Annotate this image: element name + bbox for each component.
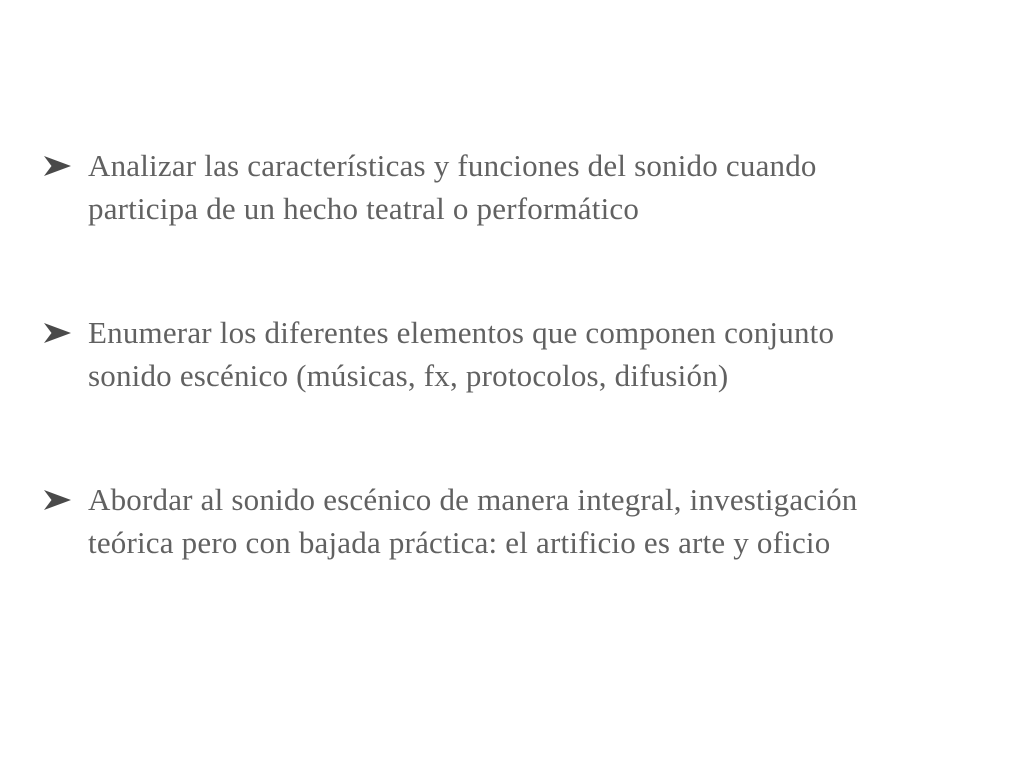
bullet-text [88,311,834,397]
bullet-text [88,478,858,564]
bullet-line: Abordar al sonido escénico de manera integral, investigación [88,482,858,517]
bullet-line: Analizar las características y funciones del sonido cuando [88,148,817,183]
bullet-line: teórica pero con bajada práctica: el artificio es arte y oficio [88,525,831,560]
bullet-item [44,478,994,564]
arrowhead-bullet-icon [44,478,88,510]
bullet-list [44,144,994,564]
bullet-line: participa de un hecho teatral o performático [88,191,640,226]
arrowhead-bullet-icon [44,311,88,343]
bullet-text [88,144,817,230]
bullet-item [44,311,994,397]
bullet-line: sonido escénico (músicas, fx, protocolos, difusión) [88,358,729,393]
arrowhead-bullet-icon [44,144,88,176]
bullet-line: Enumerar los diferentes elementos que componen conjunto [88,315,835,350]
bullet-item [44,144,994,230]
